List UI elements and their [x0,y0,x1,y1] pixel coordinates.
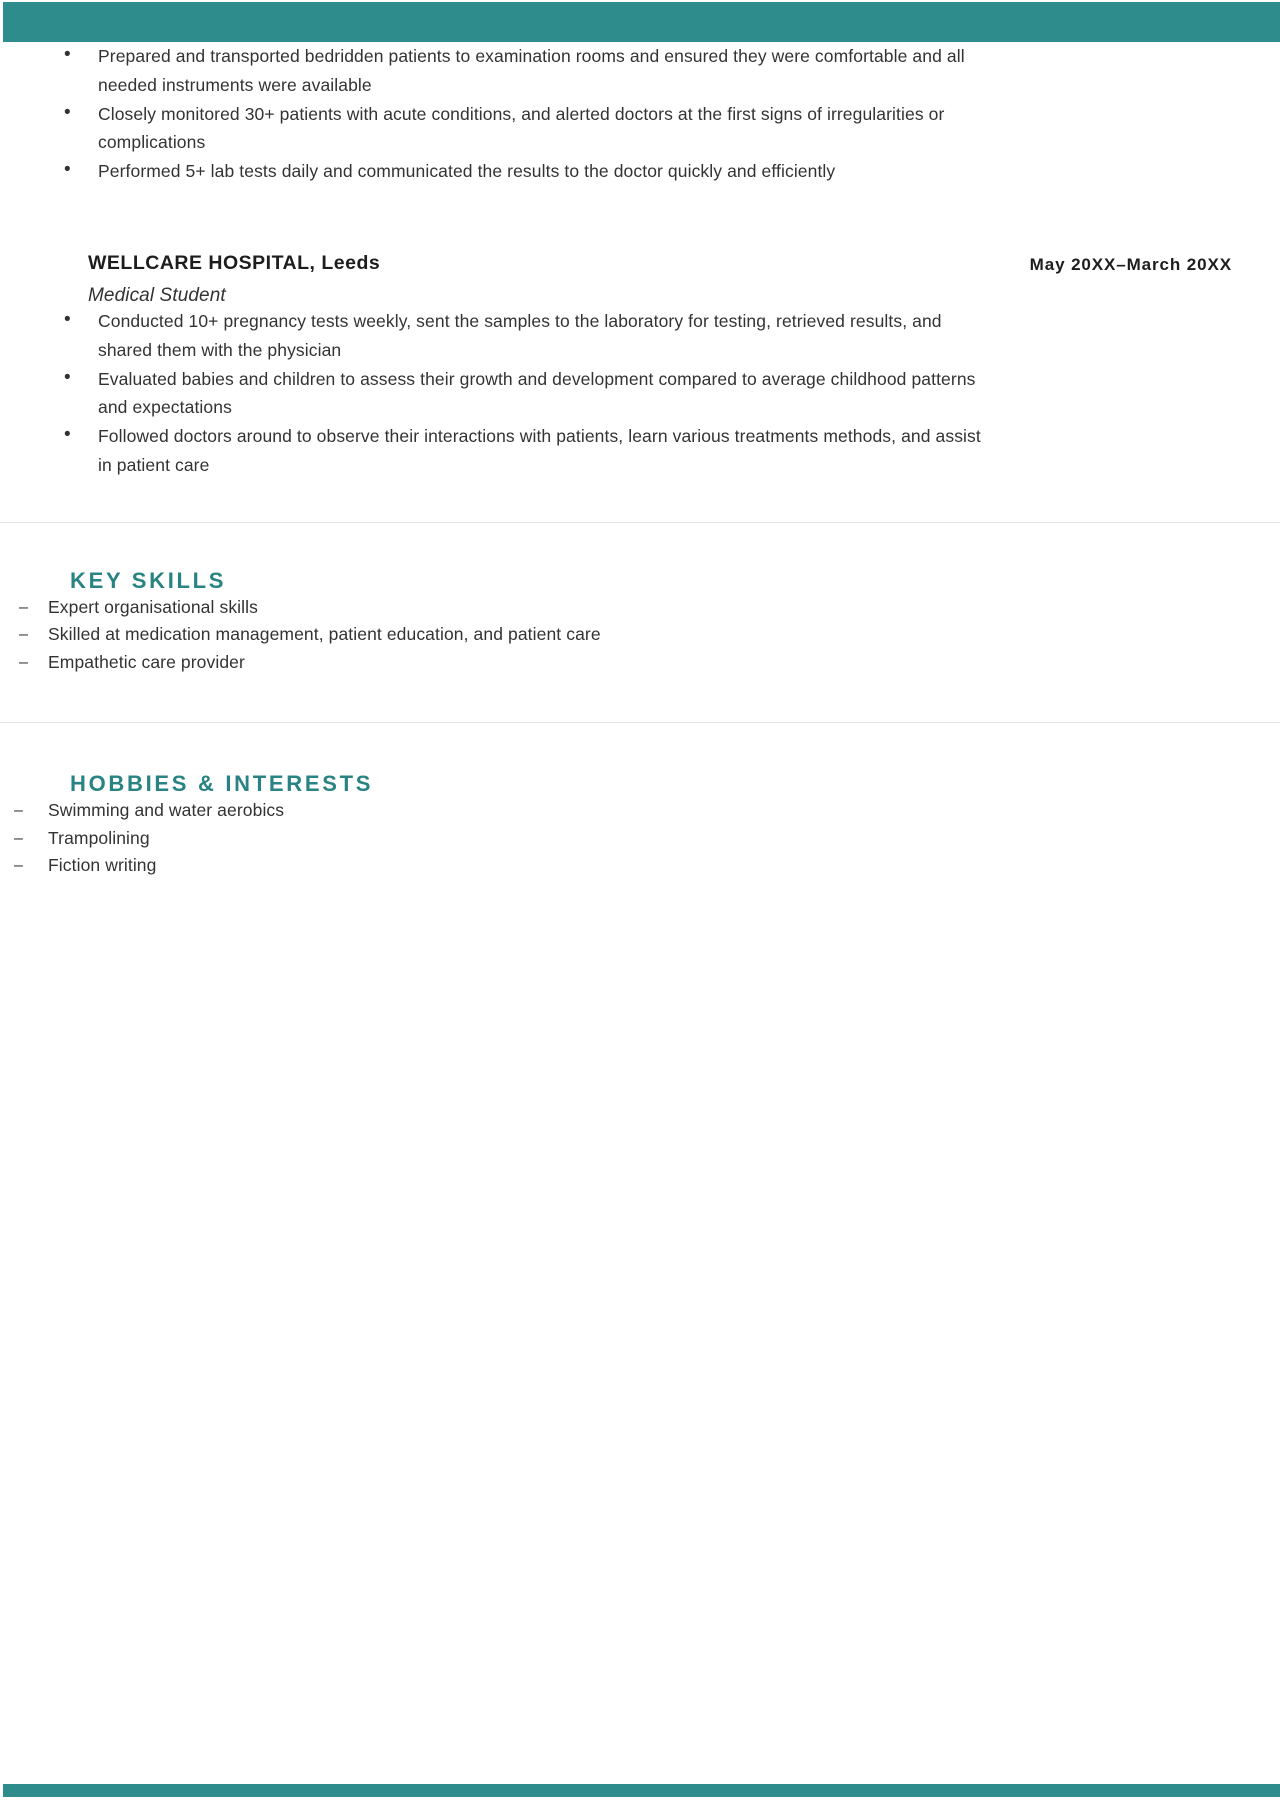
list-item: • Conducted 10+ pregnancy tests weekly, sent the samples to the laboratory for testing, retrieved results, and shared them with the physician [48,307,998,365]
list-item: • Evaluated babies and children to assess their growth and development compared to average childhood patterns and expectations [48,365,998,423]
list-item: – Fiction writing [48,852,1232,880]
job-bullets [48,307,1232,480]
list-item: – Expert organisational skills [48,594,1232,622]
employer-name: WELLCARE HOSPITAL, Leeds [88,251,381,274]
job-entry [48,252,1232,307]
resume-content [0,42,1280,880]
list-item: – Swimming and water aerobics [48,797,1232,825]
hobbies-heading: HOBBIES & INTERESTS [70,771,374,797]
hobbies-list [48,797,1232,880]
job-title: Medical Student [88,284,226,306]
list-item: – Empathetic care provider [48,649,1232,677]
key-skills-heading: KEY SKILLS [70,567,227,593]
list-item: • Closely monitored 30+ patients with acute conditions, and alerted doctors at the first signs of irregularities or complications [48,100,998,158]
list-item: – Skilled at medication management, patient education, and patient care [48,621,1232,649]
job-header-row [88,252,1232,275]
bottom-accent-bar [3,1784,1280,1797]
section-divider [0,722,1280,723]
section-divider [0,522,1280,523]
list-item: • Prepared and transported bedridden patients to examination rooms and ensured they were comfortable and all needed instruments were available [48,42,998,100]
top-accent-bar [3,2,1280,42]
key-skills-list [48,594,1232,677]
list-item: – Trampolining [48,825,1232,853]
list-item: • Performed 5+ lab tests daily and communicated the results to the doctor quickly and efficiently [48,157,998,186]
list-item: • Followed doctors around to observe their interactions with patients, learn various treatments methods, and assist in patient care [48,422,998,480]
employment-dates: May 20XX–March 20XX [1029,254,1232,274]
experience-continued-bullets [48,42,1232,186]
